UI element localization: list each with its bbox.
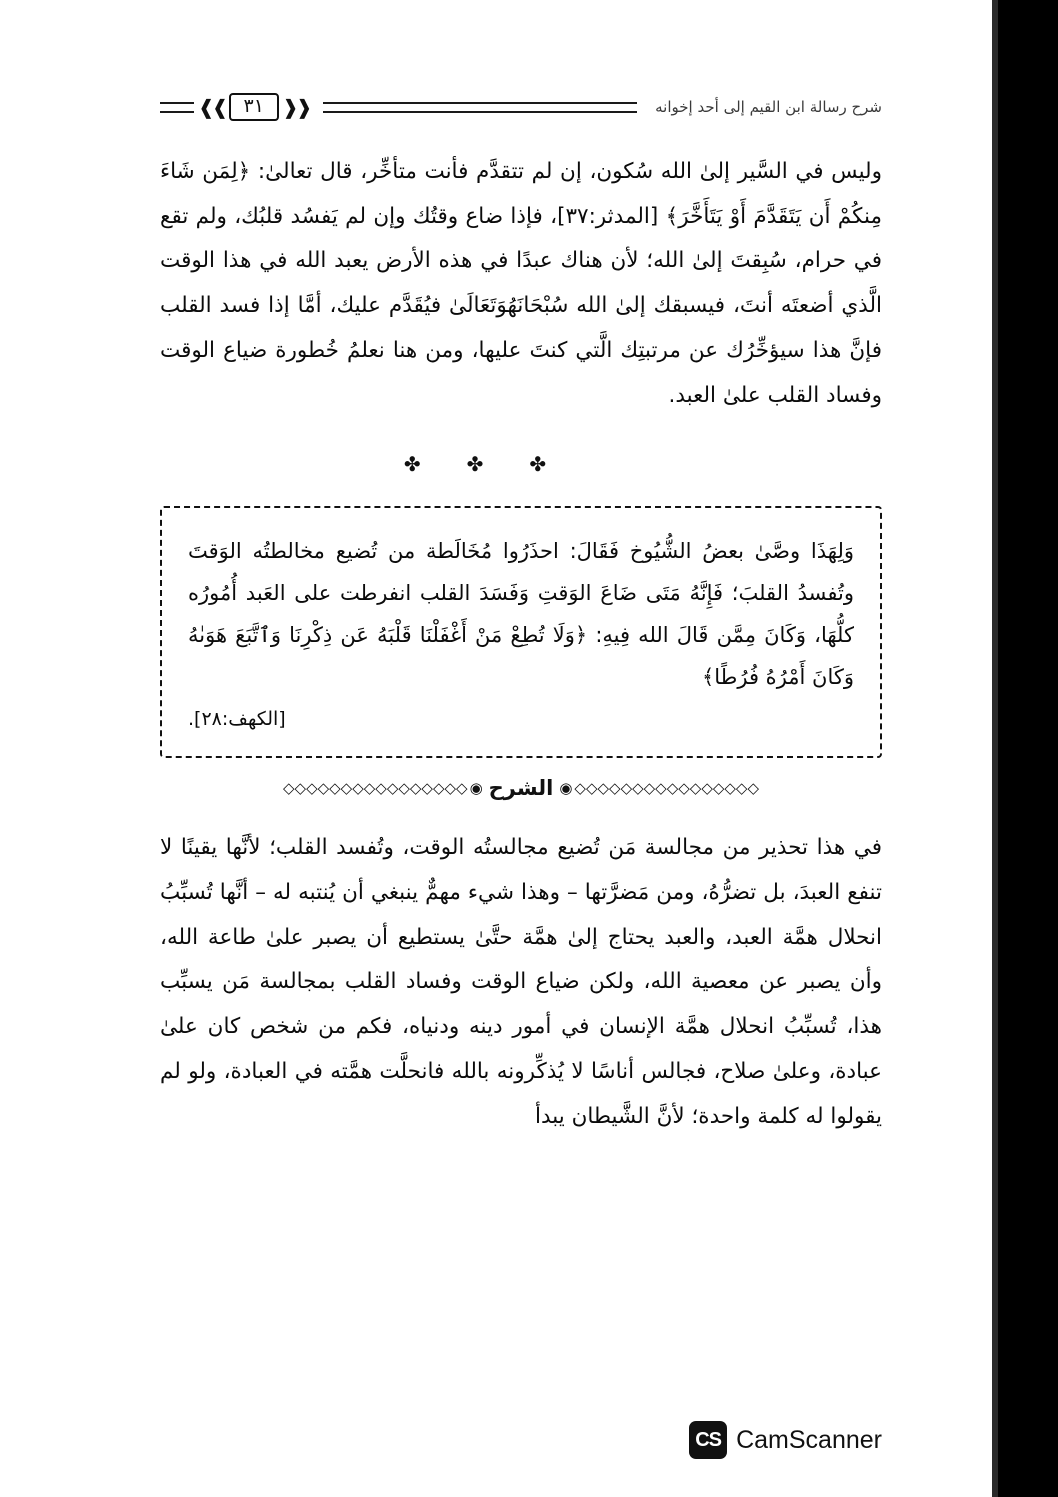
ornament-left-icon: ❱❱ bbox=[198, 94, 226, 119]
quotation-box bbox=[160, 506, 882, 758]
header-rule-left bbox=[160, 102, 194, 113]
sharh-label: الشرح bbox=[488, 776, 554, 801]
body-paragraph: وليس في السَّير إلىٰ الله سُكون، إن لم تتقدَّم فأنت متأخِّر، قال تعالىٰ: ﴿لِمَن شَاءَ مِنكُمْ أَن يَتَقَدَّمَ أَوْ يَتَأَخَّرَ﴾ [المدثر:٣٧]، فإذا ضاع وقتُك وإن لم يَفسُد قلبُك، ولم تقع في حرام، سُبِقتَ إلىٰ الله؛ لأن هناك عبدًا في هذه الأرض يعبد الله في هذا الوقت الَّذي أضعتَه أنتَ، فيسبقك إلىٰ الله سُبْحَانَهُوَتَعَالَىٰ فيُقَدَّم عليك، أمَّا إذا فسد القلب فإنَّ هذا سيؤخِّرُك عن مرتبتِك الَّتي كنتَ عليها، ومن هنا نعلمُ خُطورة ضياع الوقت وفساد القلب علىٰ العبد. bbox=[160, 159, 882, 408]
zigzag-right: ◇◇◇◇◇◇◇◇◇◇◇◇◇◇◇◇ bbox=[574, 778, 759, 797]
floral-divider bbox=[160, 452, 882, 476]
quotation-text: وَلِهَذَا وصَّىٰ بعضُ الشُّيُوخ فَقَالَ: احذَرُوا مُخَالَطة من تُضيع مخالطتُه الوَقتَ وتُفسدُ القلبَ؛ فَإِنَّهُ مَتَى ضَاعَ الوَقتِ وَفَسَدَ القلب انفرطت على العَبد أُمُورُه كلُّهَا، وَكَانَ مِمَّن قَالَ الله فِيهِ: ﴿وَلَا تُطِعْ مَنْ أَغْفَلْنَا قَلْبَهُ عَن ذِكْرِنَا وَٱتَّبَعَ هَوَىٰهُ وَكَانَ أَمْرُهُ فُرُطًا﴾ bbox=[188, 539, 854, 690]
dot-mark-left: ◉ bbox=[469, 779, 483, 798]
quotation-reference: [الكهف:٢٨]. bbox=[188, 708, 286, 731]
zigzag-left: ◇◇◇◇◇◇◇◇◇◇◇◇◇◇◇◇ bbox=[283, 778, 468, 797]
camscanner-watermark bbox=[689, 1421, 882, 1459]
page-number-badge bbox=[198, 93, 309, 122]
sharh-paragraph: في هذا تحذير من مجالسة مَن تُضيع مجالستُه الوقت، وتُفسد القلب؛ لأنَّها يقينًا لا تنفع العبدَ، بل تضرُّهُ، ومن مَضرَّتها – وهذا شيء مهمٌّ ينبغي أن يُنتبه له – أنَّها تُسبِّبُ انحلال همَّة العبد، والعبد يحتاج إلىٰ همَّة حتَّىٰ يستطيع أن يصبر علىٰ طاعة الله، وأن يصبر عن معصية الله، ولكن ضياع الوقت وفساد القلب بمجالسة مَن يسبِّب هذا، تُسبِّبُ انحلال همَّة الإنسان في أمور دينه ودنياه، فكم من شخص كان علىٰ عبادة، وعلىٰ صلاح، فجالس أناسًا لا يُذكِّرونه بالله فانحلَّت همَّته في العبادة، ولو لم يقولوا له كلمة واحدة؛ لأنَّ الشَّيطان يبدأ bbox=[160, 835, 882, 1129]
header-rule-right bbox=[323, 102, 637, 113]
page-number: ٣١ bbox=[229, 93, 279, 122]
camscanner-logo-icon: CS bbox=[689, 1421, 727, 1459]
scan-dark-edge-inner bbox=[992, 0, 998, 1497]
camscanner-label: CamScanner bbox=[736, 1425, 882, 1454]
running-header bbox=[160, 90, 882, 124]
scan-dark-edge bbox=[998, 0, 1058, 1497]
divider-glyph-1: ✤ bbox=[529, 452, 593, 477]
running-header-title: شرح رسالة ابن القيم إلى أحد إخوانه bbox=[655, 98, 882, 116]
divider-glyph-3: ✤ bbox=[403, 452, 467, 477]
ornament-right-icon: ❰❰ bbox=[281, 94, 310, 119]
dot-mark-right: ◉ bbox=[559, 779, 573, 798]
page-content bbox=[160, 90, 882, 1145]
divider-glyph-2: ✤ bbox=[466, 452, 530, 477]
sharh-section-header bbox=[160, 776, 882, 800]
